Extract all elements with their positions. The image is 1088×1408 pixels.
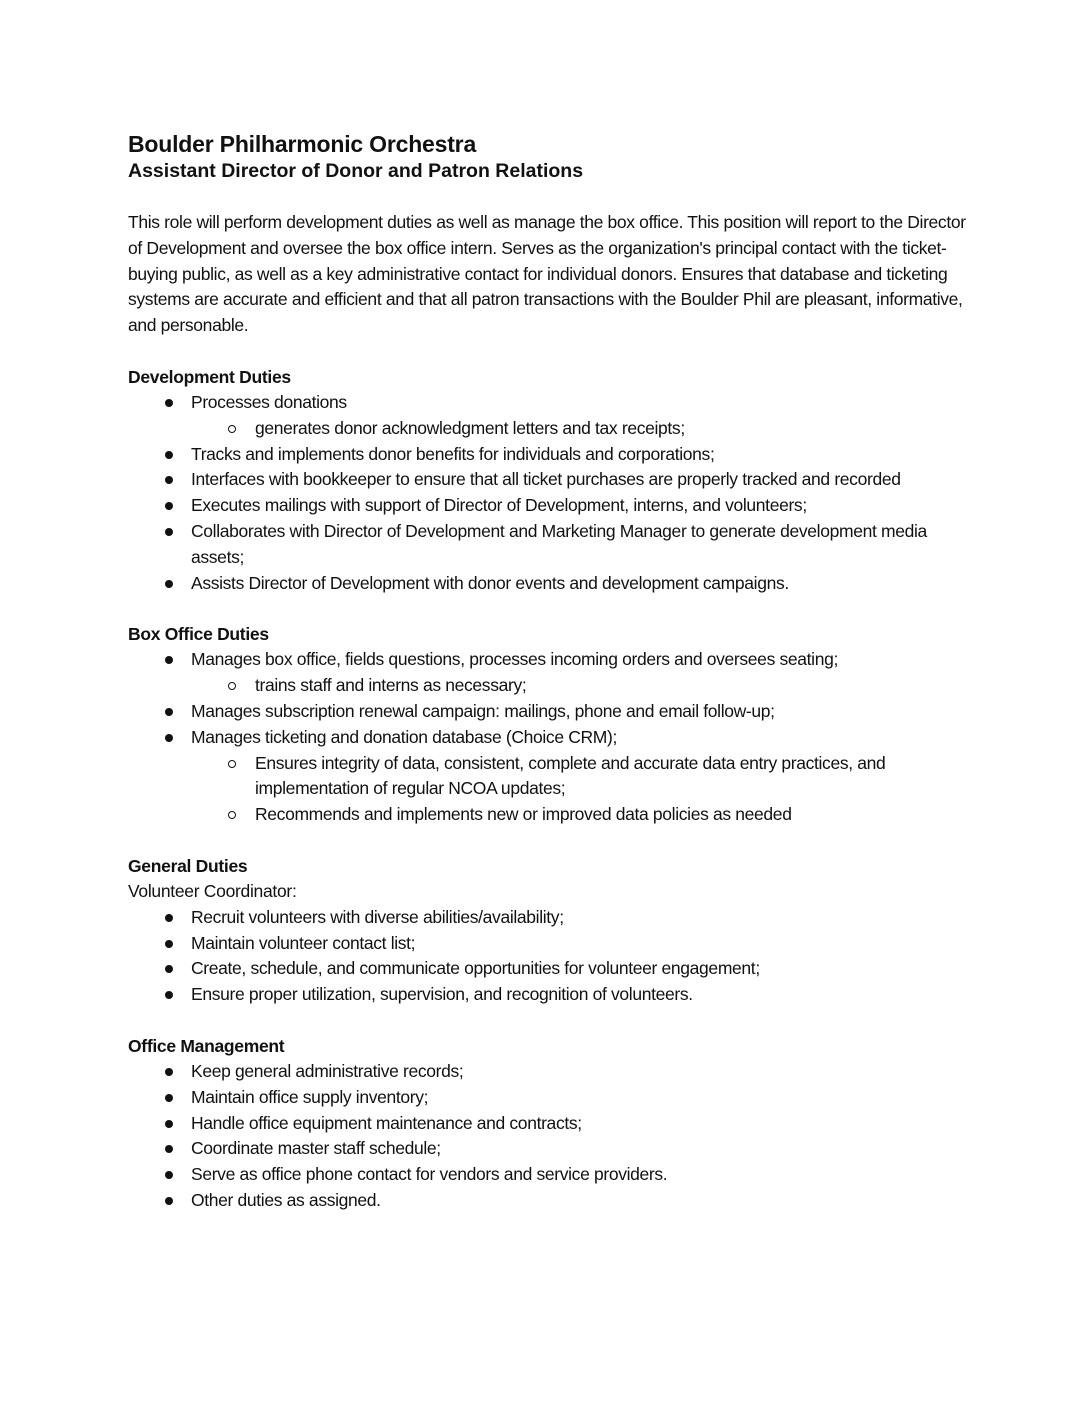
section-heading: Development Duties xyxy=(128,366,291,387)
list-item: Maintain volunteer contact list; xyxy=(128,931,968,957)
filled-bullet-icon xyxy=(165,734,173,742)
filled-bullet-icon xyxy=(165,914,173,922)
list-item: Coordinate master staff schedule; xyxy=(128,1136,968,1162)
list-item: Handle office equipment maintenance and contracts; xyxy=(128,1111,968,1137)
list-item: Collaborates with Director of Development and Marketing Manager to generate development media assets; xyxy=(128,519,968,571)
bullet-list xyxy=(128,905,968,1008)
document-title: Boulder Philharmonic Orchestra xyxy=(128,131,477,157)
filled-bullet-icon xyxy=(165,1120,173,1128)
list-subitem: Recommends and implements new or improved data policies as needed xyxy=(128,802,968,828)
filled-bullet-icon xyxy=(165,708,173,716)
list-item: Serve as office phone contact for vendors and service providers. xyxy=(128,1162,968,1188)
list-item: Interfaces with bookkeeper to ensure that all ticket purchases are properly tracked and recorded xyxy=(128,467,968,493)
bullet-list xyxy=(128,647,968,828)
section-office-management xyxy=(128,1033,968,1214)
list-item: Tracks and implements donor benefits for individuals and corporations; xyxy=(128,442,968,468)
filled-bullet-icon xyxy=(165,965,173,973)
filled-bullet-icon xyxy=(165,502,173,510)
filled-bullet-icon xyxy=(165,528,173,536)
hollow-bullet-icon xyxy=(228,811,236,819)
document-subtitle: Assistant Director of Donor and Patron Relations xyxy=(128,160,584,182)
list-subitem: generates donor acknowledgment letters and tax receipts; xyxy=(128,416,968,442)
document-page xyxy=(128,130,968,1239)
filled-bullet-icon xyxy=(165,1145,173,1153)
intro-paragraph: This role will perform development duties as well as manage the box office. This position will report to the Director of Development and oversee the box office intern. Serves as the organization's principal contact with the ticket-buying public, as well as a key administrative contact for individual donors. Ensures that database and ticketing systems are accurate and efficient and that all patron transactions with the Boulder Phil are pleasant, informative, and personable. xyxy=(128,212,966,336)
list-item: Manages subscription renewal campaign: mailings, phone and email follow-up; xyxy=(128,699,968,725)
filled-bullet-icon xyxy=(165,580,173,588)
filled-bullet-icon xyxy=(165,1094,173,1102)
filled-bullet-icon xyxy=(165,451,173,459)
hollow-bullet-icon xyxy=(228,425,236,433)
list-item: Keep general administrative records; xyxy=(128,1059,968,1085)
filled-bullet-icon xyxy=(165,991,173,999)
list-item: Assists Director of Development with donor events and development campaigns. xyxy=(128,571,968,597)
section-heading: General Duties xyxy=(128,855,248,876)
filled-bullet-icon xyxy=(165,1068,173,1076)
filled-bullet-icon xyxy=(165,1197,173,1205)
list-item: Create, schedule, and communicate opportunities for volunteer engagement; xyxy=(128,956,968,982)
filled-bullet-icon xyxy=(165,940,173,948)
list-item: Manages box office, fields questions, processes incoming orders and oversees seating; xyxy=(128,647,968,673)
section-intro: Volunteer Coordinator: xyxy=(128,880,297,901)
section-heading: Box Office Duties xyxy=(128,624,269,645)
list-item: Processes donations xyxy=(128,390,968,416)
bullet-list xyxy=(128,1059,968,1214)
section-general-duties xyxy=(128,853,968,1008)
list-subitem: trains staff and interns as necessary; xyxy=(128,673,968,699)
section-box-office-duties xyxy=(128,621,968,828)
list-item: Executes mailings with support of Director of Development, interns, and volunteers; xyxy=(128,493,968,519)
hollow-bullet-icon xyxy=(228,682,236,690)
section-development-duties xyxy=(128,364,968,596)
bullet-list xyxy=(128,390,968,596)
section-heading: Office Management xyxy=(128,1035,285,1056)
list-subitem: Ensures integrity of data, consistent, complete and accurate data entry practices, and implementation of regular NCOA updates; xyxy=(128,751,968,803)
list-item: Ensure proper utilization, supervision, and recognition of volunteers. xyxy=(128,982,968,1008)
list-item: Recruit volunteers with diverse abilities/availability; xyxy=(128,905,968,931)
filled-bullet-icon xyxy=(165,1171,173,1179)
list-item: Manages ticketing and donation database (Choice CRM); xyxy=(128,725,968,751)
filled-bullet-icon xyxy=(165,656,173,664)
filled-bullet-icon xyxy=(165,476,173,484)
hollow-bullet-icon xyxy=(228,760,236,768)
list-item: Other duties as assigned. xyxy=(128,1188,968,1214)
filled-bullet-icon xyxy=(165,399,173,407)
list-item: Maintain office supply inventory; xyxy=(128,1085,968,1111)
